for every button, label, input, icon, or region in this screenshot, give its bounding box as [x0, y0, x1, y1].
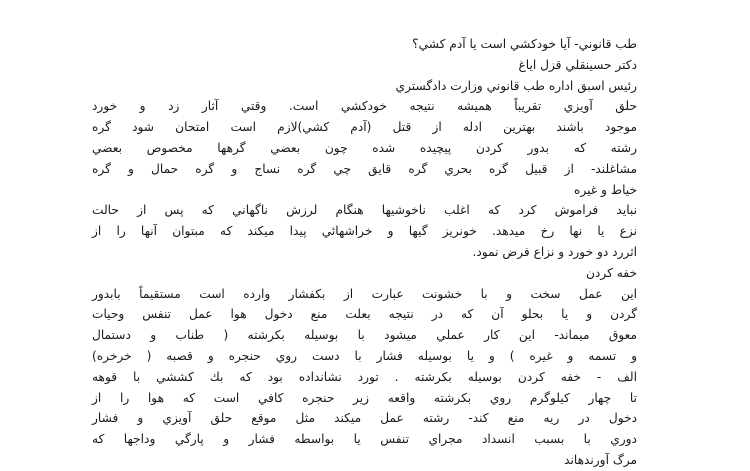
body-line: نبايد فراموش کرد که اغلب ناخوشيها هنگام لرزش ناگهاني که پس از حالت: [92, 203, 637, 218]
body-line: گردن و يا بحلو آن که در نتيجه بعلت منع دخول هوا عمل تنفس وحيات: [92, 307, 637, 322]
section-heading: خفه کردن: [585, 265, 637, 280]
author-position: رئيس اسبق اداره طب قانوني وزارت دادگستري: [395, 78, 637, 93]
body-line: حلق آويزي تقريباً هميشه نتيجه خودکشي است. وقتي آثار زد و خورد: [92, 99, 637, 114]
document-body: [92, 34, 637, 471]
body-line: اين عمل سخت و با خشونت عبارت از بکفشار وارده است مستقيماً بابدور: [92, 286, 637, 301]
document-title: طب قانوني- آيا خودکشي است يا آدم کشي؟: [412, 37, 637, 51]
body-line: و تسمه و غيره ) و يا بوسيله فشار با دست روي حنجره و قصبه ( خرخره): [92, 348, 637, 363]
body-line: معوق ميماند- اين کار عملي ميشود با بوسيله بکرشته ( طناب و دستمال: [92, 328, 637, 343]
body-line: الف - خفه کردن بوسيله بکرشته . تورد نشانداده بود که بك کششي با قوهه: [92, 369, 637, 384]
body-line: مشاغلند- از قبيل گره بحري گره قايق چي گره نساج و گره حمال و گره: [92, 161, 637, 176]
body-line: اثررد دو خورد و نزاع فرض نمود.: [472, 244, 637, 259]
body-line: دوري با بسبب انسداد مجراي تنفس يا بواسطه فشار و پارگي وداجها که: [92, 432, 637, 447]
body-line: خياط و غيره: [574, 182, 637, 197]
body-line: نزع يا نها رخ ميدهد. خونريز گيها و خراشهائي پيدا ميکند که مبتوان آنها را از: [92, 224, 637, 239]
body-line: تا چهار کيلوگرم روي بکرشته واقعه زير حنجره کافي است که هوا را از: [92, 390, 637, 405]
body-line: مرگ آورندهاند: [564, 452, 637, 467]
body-line: رشته که بدور کردن پيچيده شده چون بعضي گرهها مخصوص بعضي: [92, 140, 637, 155]
author-name: دکتر حسينقلي قزل اياغ: [518, 57, 637, 72]
body-line: موجود باشند بهترين ادله از قتل (آدم کشي)لازم است امتحان شود گره: [92, 120, 637, 135]
body-line: دخول در ريه منع کند- رشته عمل ميکند مثل موقع حلق آويزي و فشار: [92, 411, 637, 426]
